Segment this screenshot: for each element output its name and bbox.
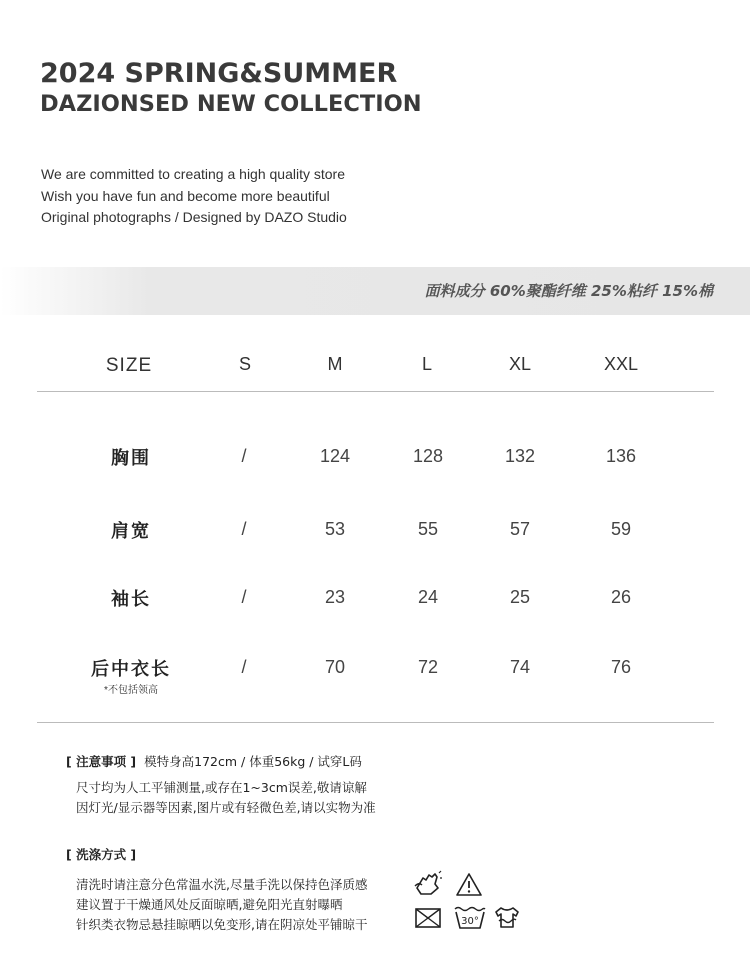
- notes-heading: [ 注意事项 ]: [66, 754, 137, 769]
- size-header-label: SIZE: [105, 355, 153, 376]
- size-header-s: S: [238, 354, 252, 374]
- intro-line: Original photographs / Designed by DAZO Studio: [41, 209, 347, 225]
- warning-icon: [455, 872, 483, 897]
- collection-title-line2: DAZIONSED NEW COLLECTION: [40, 91, 422, 117]
- table-cell: 136: [605, 446, 637, 466]
- table-cell: 24: [417, 587, 439, 607]
- washing-line: 针织类衣物忌悬挂晾晒以免变形,请在阴凉处平铺晾干: [76, 917, 368, 932]
- notes-line: 尺寸均为人工平铺测量,或存在1~3cm误差,敬请谅解: [76, 780, 367, 795]
- table-cell: 55: [417, 519, 439, 539]
- row-label-back-length: 后中衣长: [91, 659, 171, 680]
- table-cell: 25: [509, 587, 531, 607]
- row-label-sleeve: 袖长: [111, 589, 151, 610]
- intro-line: Wish you have fun and become more beautiful: [41, 187, 330, 204]
- table-cell: 70: [324, 657, 346, 677]
- wash-temp-label: 30°: [461, 916, 479, 927]
- washing-line: 建议置于干燥通风处反面晾晒,避免阳光直射曝晒: [76, 897, 343, 912]
- row-note-collar: *不包括领高: [104, 685, 158, 696]
- table-cell: 53: [324, 519, 346, 539]
- collection-title-line1: 2024 SPRING&SUMMER: [40, 58, 398, 89]
- washing-heading-wrap: [66, 845, 136, 865]
- table-cell: /: [241, 446, 247, 466]
- table-cell: /: [241, 519, 247, 539]
- size-header-l: L: [421, 354, 433, 374]
- table-cell: 59: [610, 519, 632, 539]
- size-header-xxl: XXL: [603, 354, 639, 374]
- washing-line: 清洗时请注意分色常温水洗,尽量手洗以保持色泽质感: [76, 877, 368, 892]
- flat-dry-icon: [492, 905, 522, 931]
- table-cell: 76: [610, 657, 632, 677]
- table-cell: 74: [509, 657, 531, 677]
- table-cell: /: [241, 587, 247, 607]
- table-cell: 72: [417, 657, 439, 677]
- table-cell: 128: [412, 446, 444, 466]
- table-cell: 132: [504, 446, 536, 466]
- notes-line: 因灯光/显示器等因素,图片或有轻微色差,请以实物为准: [76, 800, 376, 815]
- washing-heading: [ 洗涤方式 ]: [66, 847, 137, 862]
- row-label-shoulder: 肩宽: [111, 521, 151, 542]
- table-bottom-rule: [37, 722, 714, 723]
- hand-wash-icon: [413, 870, 443, 898]
- table-cell: 23: [324, 587, 346, 607]
- notes-section: [66, 752, 376, 818]
- no-tumble-dry-icon: [414, 906, 442, 930]
- size-header-m: M: [327, 354, 343, 374]
- washing-lines: [76, 875, 367, 935]
- table-top-rule: [37, 391, 714, 392]
- model-info: 模特身高172cm / 体重56kg / 试穿L码: [144, 754, 362, 769]
- table-cell: 26: [610, 587, 632, 607]
- intro-line: We are committed to creating a high quality store: [41, 166, 346, 182]
- table-cell: 57: [509, 519, 531, 539]
- table-cell: /: [241, 657, 247, 677]
- size-header-xl: XL: [508, 354, 532, 374]
- row-label-chest: 胸围: [111, 448, 151, 469]
- wash-30-icon: [453, 905, 487, 931]
- table-cell: 124: [319, 446, 351, 466]
- fabric-composition: 面料成分 60%聚酯纤维 25%粘纤 15%棉: [424, 282, 713, 300]
